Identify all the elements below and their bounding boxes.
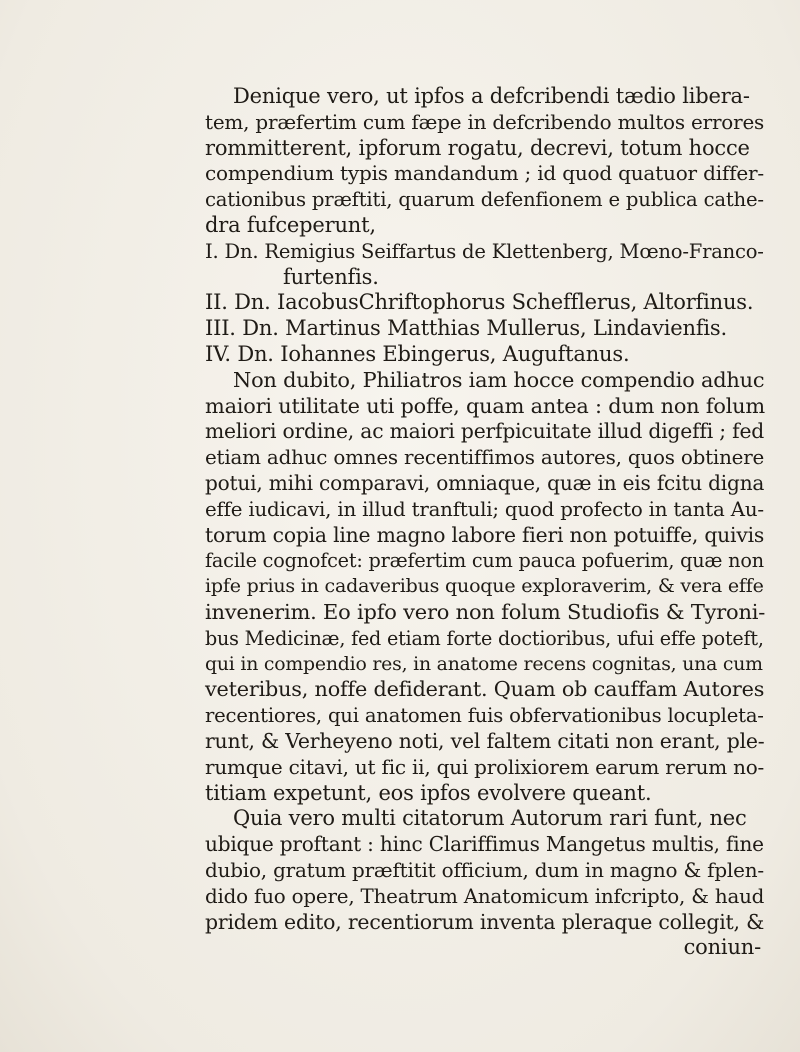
text-line: maiori utilitate uti poffe, quam antea : dum non folum xyxy=(205,393,765,418)
text-line: qui in compendio res, in anatome recens cognitas, una cum xyxy=(205,653,763,675)
text-line: cationibus præftiti, quarum defenfionem e publica cathe- xyxy=(205,188,764,212)
text-line: effe iudicavi, in illud tranftuli; quod profecto in tanta Au- xyxy=(205,497,764,521)
text-line: potui, mihi comparavi, omniaque, quæ in eis fcitu digna xyxy=(205,470,765,495)
text-line: facile cognofcet: præfertim cum pauca pofuerim, quæ non xyxy=(205,549,764,573)
list-item-1: I. Dn. Remigius Seiffartus de Klettenberg, Mœno-Franco- xyxy=(205,239,764,263)
text-line: tem, præfertim cum fæpe in defcribendo multos errores xyxy=(205,109,765,134)
text-line: veteribus, noffe defiderant. Quam ob cauffam Autores xyxy=(205,677,765,702)
text-line: bus Medicinæ, fed etiam forte doctioribus, ufui effe poteft, xyxy=(205,626,764,650)
text-line: titiam expetunt, eos ipfos evolvere queant. xyxy=(205,780,652,805)
text-line: invenerim. Eo ipfo vero non folum Studiofis & Tyroni- xyxy=(205,599,766,624)
text-line: torum copia line magno labore fieri non potuiffe, quivis xyxy=(205,522,765,547)
text-line: pridem edito, recentiorum inventa pleraque collegit, & xyxy=(205,909,765,934)
text-line: runt, & Verheyeno noti, vel faltem citati non erant, ple- xyxy=(205,728,765,753)
catchword: coniun- xyxy=(683,935,761,960)
text-line: dubio, gratum præftitit officium, dum in magno & fplen- xyxy=(205,857,764,882)
text-line: furtenfis. xyxy=(283,264,379,289)
text-line: ipfe prius in cadaveribus quoque exploraverim, & vera effe xyxy=(205,575,764,598)
text-line: Quia vero multi citatorum Autorum rari funt, nec xyxy=(233,806,747,831)
text-line: recentiores, qui anatomen fuis obfervationibus locupleta- xyxy=(205,704,764,728)
text-line: rommitterent, ipforum rogatu, decrevi, totum hocce xyxy=(205,135,750,160)
text-line: etiam adhuc omnes recentiffimos autores, quos obtinere xyxy=(205,446,765,470)
text-line: ubique proftant : hinc Clariffimus Mangetus multis, fine xyxy=(205,832,764,857)
text-line: meliori ordine, ac maiori perfpicuitate illud digeffi ; fed xyxy=(205,419,765,444)
list-item-2: II. Dn. IacobusChriftophorus Schefflerus, Altorfinus. xyxy=(205,290,754,315)
page-text-block xyxy=(205,84,765,961)
text-line: dra fufceperunt, xyxy=(205,212,376,237)
list-item-3: III. Dn. Martinus Matthias Mullerus, Lindavienfis. xyxy=(205,316,727,341)
text-line: compendium typis mandandum ; id quod quatuor differ- xyxy=(205,161,764,186)
text-line: rumque citavi, ut fic ii, qui prolixiorem earum rerum no- xyxy=(205,754,765,779)
text-line: Denique vero, ut ipfos a defcribendi tædio libera- xyxy=(233,84,750,108)
list-item-4: IV. Dn. Iohannes Ebingerus, Auguftanus. xyxy=(205,341,630,366)
text-line: dido fuo opere, Theatrum Anatomicum infcripto, & haud xyxy=(205,884,765,908)
text-line: Non dubito, Philiatros iam hocce compendio adhuc xyxy=(233,367,765,392)
